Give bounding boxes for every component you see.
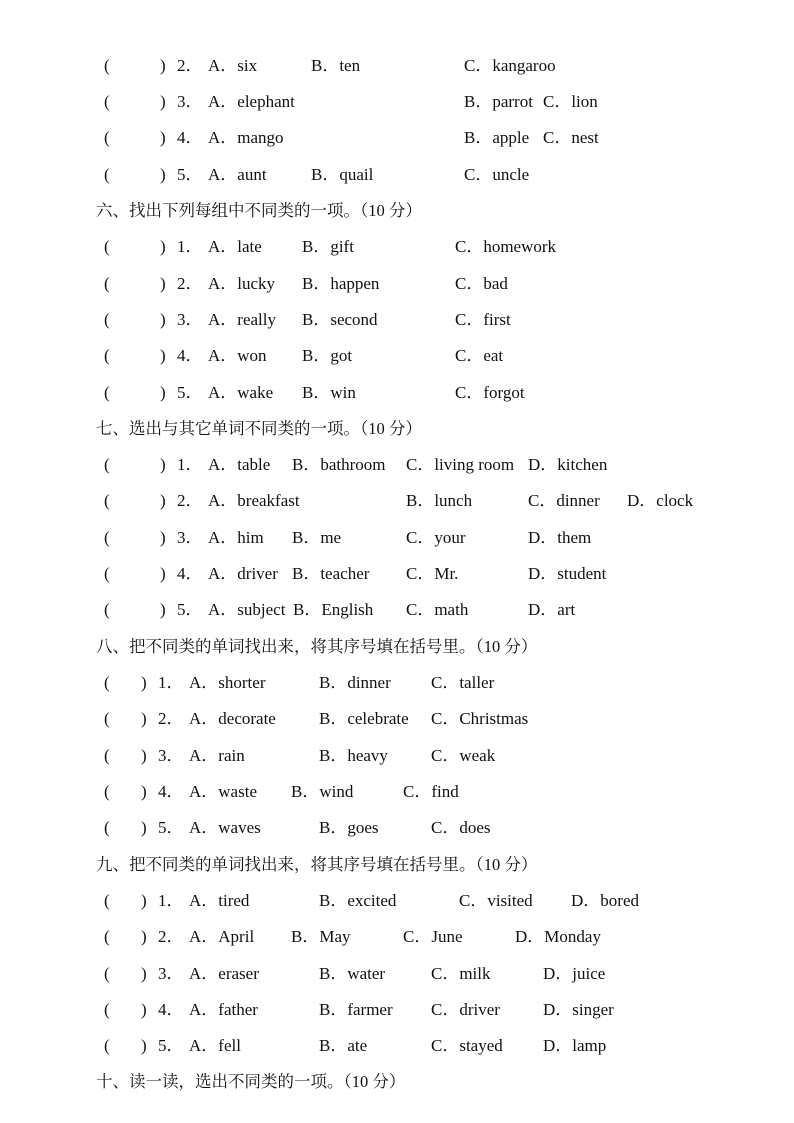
question-number: 5． xyxy=(177,383,203,402)
section-heading: 八、把不同类的单词找出来，将其序号填在括号里。（10 分） xyxy=(96,637,538,656)
option-a: A．driver xyxy=(208,564,278,583)
answer-bracket-open[interactable]: ( xyxy=(104,92,110,111)
option-c: C．lion xyxy=(543,92,598,111)
answer-bracket-open[interactable]: ( xyxy=(104,673,110,692)
question-number: 2． xyxy=(177,56,203,75)
option-c: C．weak xyxy=(431,746,496,765)
answer-bracket-close: ) xyxy=(160,383,166,402)
option-b: B．gift xyxy=(302,237,354,256)
option-a: A．him xyxy=(208,528,264,547)
option-c: C．math xyxy=(406,600,469,619)
answer-bracket-close: ) xyxy=(141,818,147,837)
option-c: C．dinner xyxy=(528,491,600,510)
question-number: 4． xyxy=(177,346,203,365)
answer-bracket-close: ) xyxy=(141,964,147,983)
option-d: D．student xyxy=(528,564,607,583)
answer-bracket-close: ) xyxy=(141,1036,147,1055)
option-a: A．shorter xyxy=(189,673,266,692)
option-c: C．homework xyxy=(455,237,557,256)
option-c: C．forgot xyxy=(455,383,525,402)
answer-bracket-close: ) xyxy=(160,165,166,184)
question-number: 3． xyxy=(158,964,184,983)
option-c: C．Christmas xyxy=(431,709,529,728)
option-a: A．aunt xyxy=(208,165,267,184)
option-d: D．lamp xyxy=(543,1036,607,1055)
option-a: A．waves xyxy=(189,818,261,837)
answer-bracket-open[interactable]: ( xyxy=(104,709,110,728)
option-b: B．excited xyxy=(319,891,397,910)
option-b: B．win xyxy=(302,383,356,402)
question-number: 5． xyxy=(177,165,203,184)
option-c: C．stayed xyxy=(431,1036,503,1055)
question-number: 1． xyxy=(158,673,184,692)
option-c: C．uncle xyxy=(464,165,530,184)
answer-bracket-close: ) xyxy=(141,927,147,946)
option-b: B．goes xyxy=(319,818,379,837)
answer-bracket-close: ) xyxy=(141,673,147,692)
option-a: A．wake xyxy=(208,383,274,402)
answer-bracket-open[interactable]: ( xyxy=(104,491,110,510)
option-c: C．Mr. xyxy=(406,564,459,583)
answer-bracket-open[interactable]: ( xyxy=(104,383,110,402)
option-a: A．fell xyxy=(189,1036,241,1055)
answer-bracket-open[interactable]: ( xyxy=(104,964,110,983)
option-b: B．teacher xyxy=(292,564,370,583)
option-c: C．kangaroo xyxy=(464,56,556,75)
option-d: D．Monday xyxy=(515,927,601,946)
option-a: A．elephant xyxy=(208,92,295,111)
option-b: B．parrot xyxy=(464,92,533,111)
option-a: A．six xyxy=(208,56,258,75)
option-a: A．waste xyxy=(189,782,257,801)
question-number: 2． xyxy=(177,491,203,510)
answer-bracket-open[interactable]: ( xyxy=(104,1000,110,1019)
question-number: 5． xyxy=(158,818,184,837)
answer-bracket-close: ) xyxy=(160,455,166,474)
option-b: B．ten xyxy=(311,56,361,75)
option-a: A．table xyxy=(208,455,271,474)
option-a: A．father xyxy=(189,1000,258,1019)
option-b: B．May xyxy=(291,927,351,946)
answer-bracket-close: ) xyxy=(160,310,166,329)
answer-bracket-open[interactable]: ( xyxy=(104,310,110,329)
answer-bracket-close: ) xyxy=(160,564,166,583)
question-number: 1． xyxy=(177,237,203,256)
question-number: 4． xyxy=(177,564,203,583)
answer-bracket-open[interactable]: ( xyxy=(104,237,110,256)
option-a: A．tired xyxy=(189,891,250,910)
option-c: C．driver xyxy=(431,1000,500,1019)
option-b: B．farmer xyxy=(319,1000,393,1019)
option-a: A．breakfast xyxy=(208,491,300,510)
answer-bracket-open[interactable]: ( xyxy=(104,782,110,801)
option-c: C．June xyxy=(403,927,463,946)
answer-bracket-open[interactable]: ( xyxy=(104,600,110,619)
option-d: D．juice xyxy=(543,964,606,983)
question-number: 3． xyxy=(158,746,184,765)
answer-bracket-close: ) xyxy=(141,782,147,801)
option-b: B．got xyxy=(302,346,353,365)
answer-bracket-close: ) xyxy=(160,92,166,111)
question-number: 3． xyxy=(177,92,203,111)
option-c: C．living room xyxy=(406,455,515,474)
question-number: 5． xyxy=(177,600,203,619)
option-d: D．kitchen xyxy=(528,455,608,474)
section-heading: 十、读一读，选出不同类的一项。（10 分） xyxy=(96,1072,406,1091)
option-a: A．subject xyxy=(208,600,286,619)
option-a: A．eraser xyxy=(189,964,259,983)
answer-bracket-close: ) xyxy=(141,709,147,728)
option-b: B．lunch xyxy=(406,491,473,510)
question-number: 2． xyxy=(158,927,184,946)
question-number: 5． xyxy=(158,1036,184,1055)
option-b: B．quail xyxy=(311,165,374,184)
option-d: D．clock xyxy=(627,491,694,510)
answer-bracket-close: ) xyxy=(160,346,166,365)
answer-bracket-close: ) xyxy=(160,600,166,619)
option-c: C．your xyxy=(406,528,466,547)
option-c: C．visited xyxy=(459,891,533,910)
option-c: C．nest xyxy=(543,128,599,147)
option-d: D．them xyxy=(528,528,592,547)
option-b: B．heavy xyxy=(319,746,388,765)
option-b: B．ate xyxy=(319,1036,368,1055)
option-b: B．English xyxy=(293,600,374,619)
option-a: A．won xyxy=(208,346,267,365)
option-a: A．rain xyxy=(189,746,245,765)
option-d: D．singer xyxy=(543,1000,614,1019)
option-b: B．bathroom xyxy=(292,455,386,474)
question-number: 1． xyxy=(177,455,203,474)
answer-bracket-open[interactable]: ( xyxy=(104,128,110,147)
question-number: 3． xyxy=(177,528,203,547)
question-number: 4． xyxy=(177,128,203,147)
answer-bracket-open[interactable]: ( xyxy=(104,1036,110,1055)
answer-bracket-close: ) xyxy=(141,746,147,765)
option-b: B．dinner xyxy=(319,673,391,692)
answer-bracket-close: ) xyxy=(160,56,166,75)
option-a: A．mango xyxy=(208,128,284,147)
option-c: C．does xyxy=(431,818,491,837)
section-heading: 九、把不同类的单词找出来，将其序号填在括号里。（10 分） xyxy=(96,855,538,874)
answer-bracket-close: ) xyxy=(160,237,166,256)
answer-bracket-open[interactable]: ( xyxy=(104,346,110,365)
answer-bracket-open[interactable]: ( xyxy=(104,455,110,474)
option-c: C．bad xyxy=(455,274,508,293)
option-b: B．me xyxy=(292,528,342,547)
option-c: C．eat xyxy=(455,346,504,365)
answer-bracket-open[interactable]: ( xyxy=(104,746,110,765)
option-a: A．decorate xyxy=(189,709,276,728)
question-number: 1． xyxy=(158,891,184,910)
answer-bracket-open[interactable]: ( xyxy=(104,56,110,75)
question-number: 4． xyxy=(158,782,184,801)
option-a: A．lucky xyxy=(208,274,276,293)
answer-bracket-close: ) xyxy=(160,128,166,147)
answer-bracket-open[interactable]: ( xyxy=(104,165,110,184)
option-b: B．second xyxy=(302,310,378,329)
question-number: 2． xyxy=(158,709,184,728)
answer-bracket-open[interactable]: ( xyxy=(104,274,110,293)
answer-bracket-close: ) xyxy=(160,528,166,547)
option-d: D．bored xyxy=(571,891,639,910)
answer-bracket-open[interactable]: ( xyxy=(104,528,110,547)
answer-bracket-open[interactable]: ( xyxy=(104,927,110,946)
option-c: C．milk xyxy=(431,964,491,983)
option-b: B．apple xyxy=(464,128,530,147)
question-number: 4． xyxy=(158,1000,184,1019)
answer-bracket-close: ) xyxy=(141,1000,147,1019)
question-number: 2． xyxy=(177,274,203,293)
option-b: B．wind xyxy=(291,782,354,801)
option-c: C．find xyxy=(403,782,459,801)
option-b: B．celebrate xyxy=(319,709,409,728)
answer-bracket-open[interactable]: ( xyxy=(104,818,110,837)
answer-bracket-close: ) xyxy=(160,274,166,293)
option-b: B．water xyxy=(319,964,386,983)
option-c: C．taller xyxy=(431,673,495,692)
option-c: C．first xyxy=(455,310,511,329)
answer-bracket-close: ) xyxy=(141,891,147,910)
option-a: A．late xyxy=(208,237,262,256)
answer-bracket-open[interactable]: ( xyxy=(104,891,110,910)
question-number: 3． xyxy=(177,310,203,329)
option-a: A．April xyxy=(189,927,255,946)
option-d: D．art xyxy=(528,600,576,619)
section-heading: 六、找出下列每组中不同类的一项。（10 分） xyxy=(96,201,422,220)
section-heading: 七、选出与其它单词不同类的一项。（10 分） xyxy=(96,419,422,438)
answer-bracket-close: ) xyxy=(160,491,166,510)
option-a: A．really xyxy=(208,310,276,329)
answer-bracket-open[interactable]: ( xyxy=(104,564,110,583)
option-b: B．happen xyxy=(302,274,380,293)
